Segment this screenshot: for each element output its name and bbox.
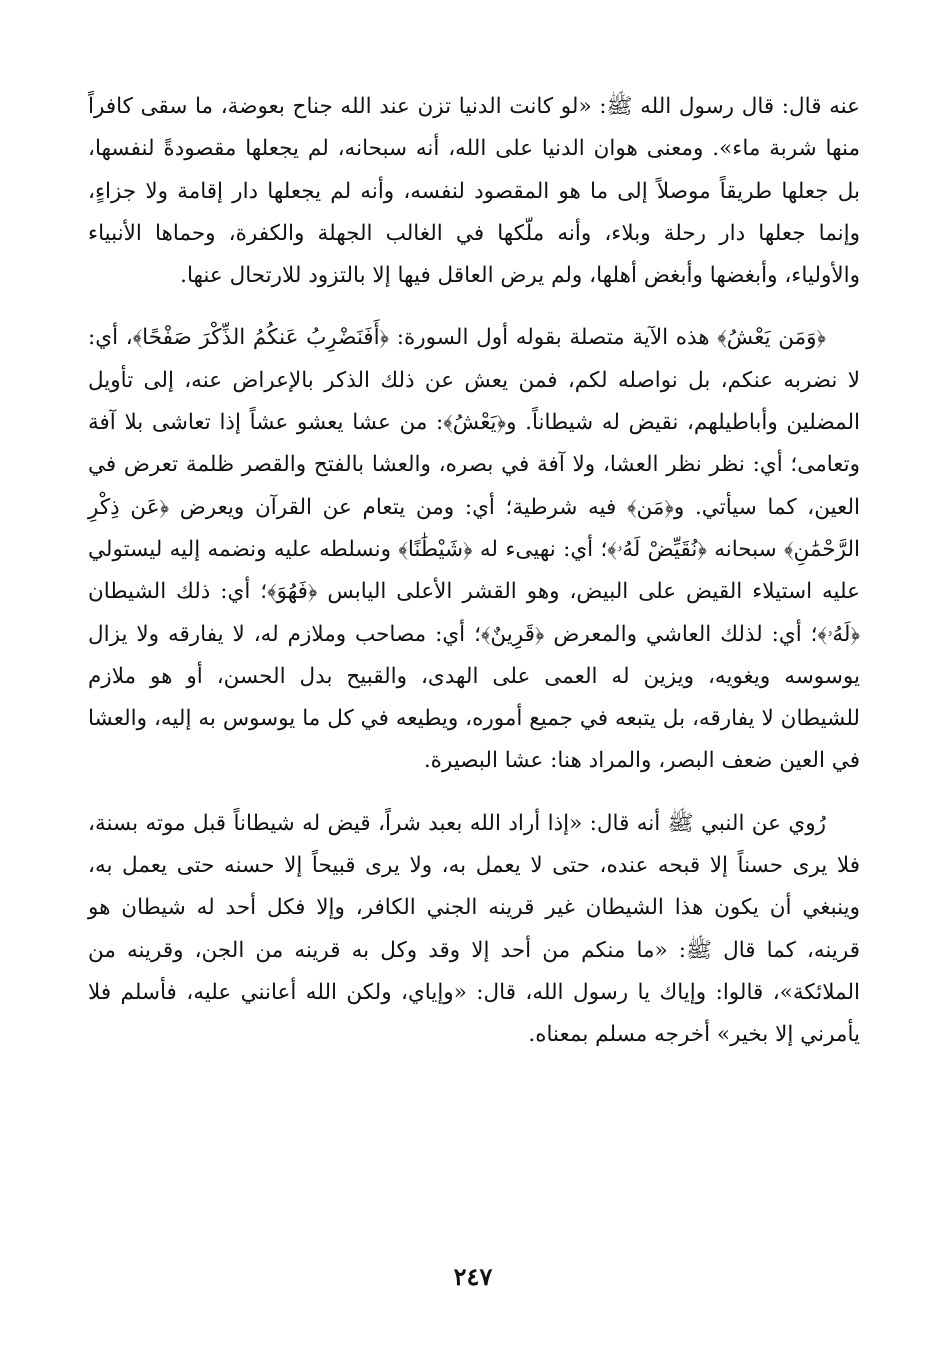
paragraph-2: ﴿وَمَن يَعْشُ﴾ هذه الآية متصلة بقوله أول السورة: ﴿أَفَنَضْرِبُ عَنكُمُ الذِّكْرَ صَفْحًا﴾، أي: لا نضربه عنكم، بل نواصله لكم، فمن يعش عن ذلك الذكر بالإعراض عنه، إلى تأويل المضلين وأباطيلهم، نقيض له شيطاناً. و﴿يَعْشُ﴾: من عشا يعشو عشاً إذا تعاشى بلا آفة وتعامى؛ أي: نظر نظر العشا، ولا آفة في بصره، والعشا بالفتح والقصر ظلمة تعرض في العين، كما سيأتي. و﴿مَن﴾ فيه شرطية؛ أي: ومن يتعام عن القرآن ويعرض ﴿عَن ذِكْرِ الرَّحْمَٰنِ﴾ سبحانه ﴿نُقَيِّضْ لَهُۥ﴾؛ أي: نهيىء له ﴿شَيْطَٰنًا﴾ ونسلطه عليه ونضمه إليه ليستولي عليه استيلاء القيض على البيض، وهو القشر الأعلى اليابس ﴿فَهُوَ﴾؛ أي: ذلك الشيطان ﴿لَهُۥ﴾؛ أي: لذلك العاشي والمعرض ﴿قَرِينٌ﴾؛ أي: مصاحب وملازم له، لا يفارقه ولا يزال يوسوسه ويغويه، ويزين له العمى على الهدى، والقبيح بدل الحسن، أو هو ملازم للشيطان لا يفارقه، بل يتبعه في جميع أموره، ويطيعه في كل ما يوسوس به إليه، والعشا في العين ضعف البصر، والمراد هنا: عشا البصيرة. [88, 325, 860, 774]
paragraph-1: عنه قال: قال رسول الله ﷺ: «لو كانت الدنيا تزن عند الله جناح بعوضة، ما سقى كافراً منها شربة ماء». ومعنى هوان الدنيا على الله، أنه سبحانه، لم يجعلها مقصودةً لنفسها، بل جعلها طريقاً موصلاً إلى ما هو المقصود لنفسه، وأنه لم يجعلها دار إقامة ولا جزاءٍ، وإنما جعلها دار رحلة وبلاء، وأنه ملّكها في الغالب الجهلة والكفرة، وحماها الأنبياء والأولياء، وأبغضها وأبغض أهلها، ولم يرض العاقل فيها إلا بالتزود للارتحال عنها. [88, 94, 860, 289]
page-body [88, 86, 860, 1057]
page-number: ٢٤٧ [453, 1262, 493, 1291]
paragraph-3: رُوي عن النبي ﷺ أنه قال: «إذا أراد الله بعبد شراً، قيض له شيطاناً قبل موته بسنة، فلا يرى حسناً إلا قبحه عنده، حتى لا يعمل به، ولا يرى قبيحاً إلا حسنه حتى يعمل به، وينبغي أن يكون هذا الشيطان غير قرينه الجني الكافر، وإلا فكل أحد له شيطان هو قرينه، كما قال ﷺ: «ما منكم من أحد إلا وقد وكل به قرينه من الجن، وقرينه من الملائكة»، قالوا: وإياك يا رسول الله، قال: «وإياي، ولكن الله أعانني عليه، فأسلم فلا يأمرني إلا بخير» أخرجه مسلم بمعناه. [88, 810, 860, 1048]
